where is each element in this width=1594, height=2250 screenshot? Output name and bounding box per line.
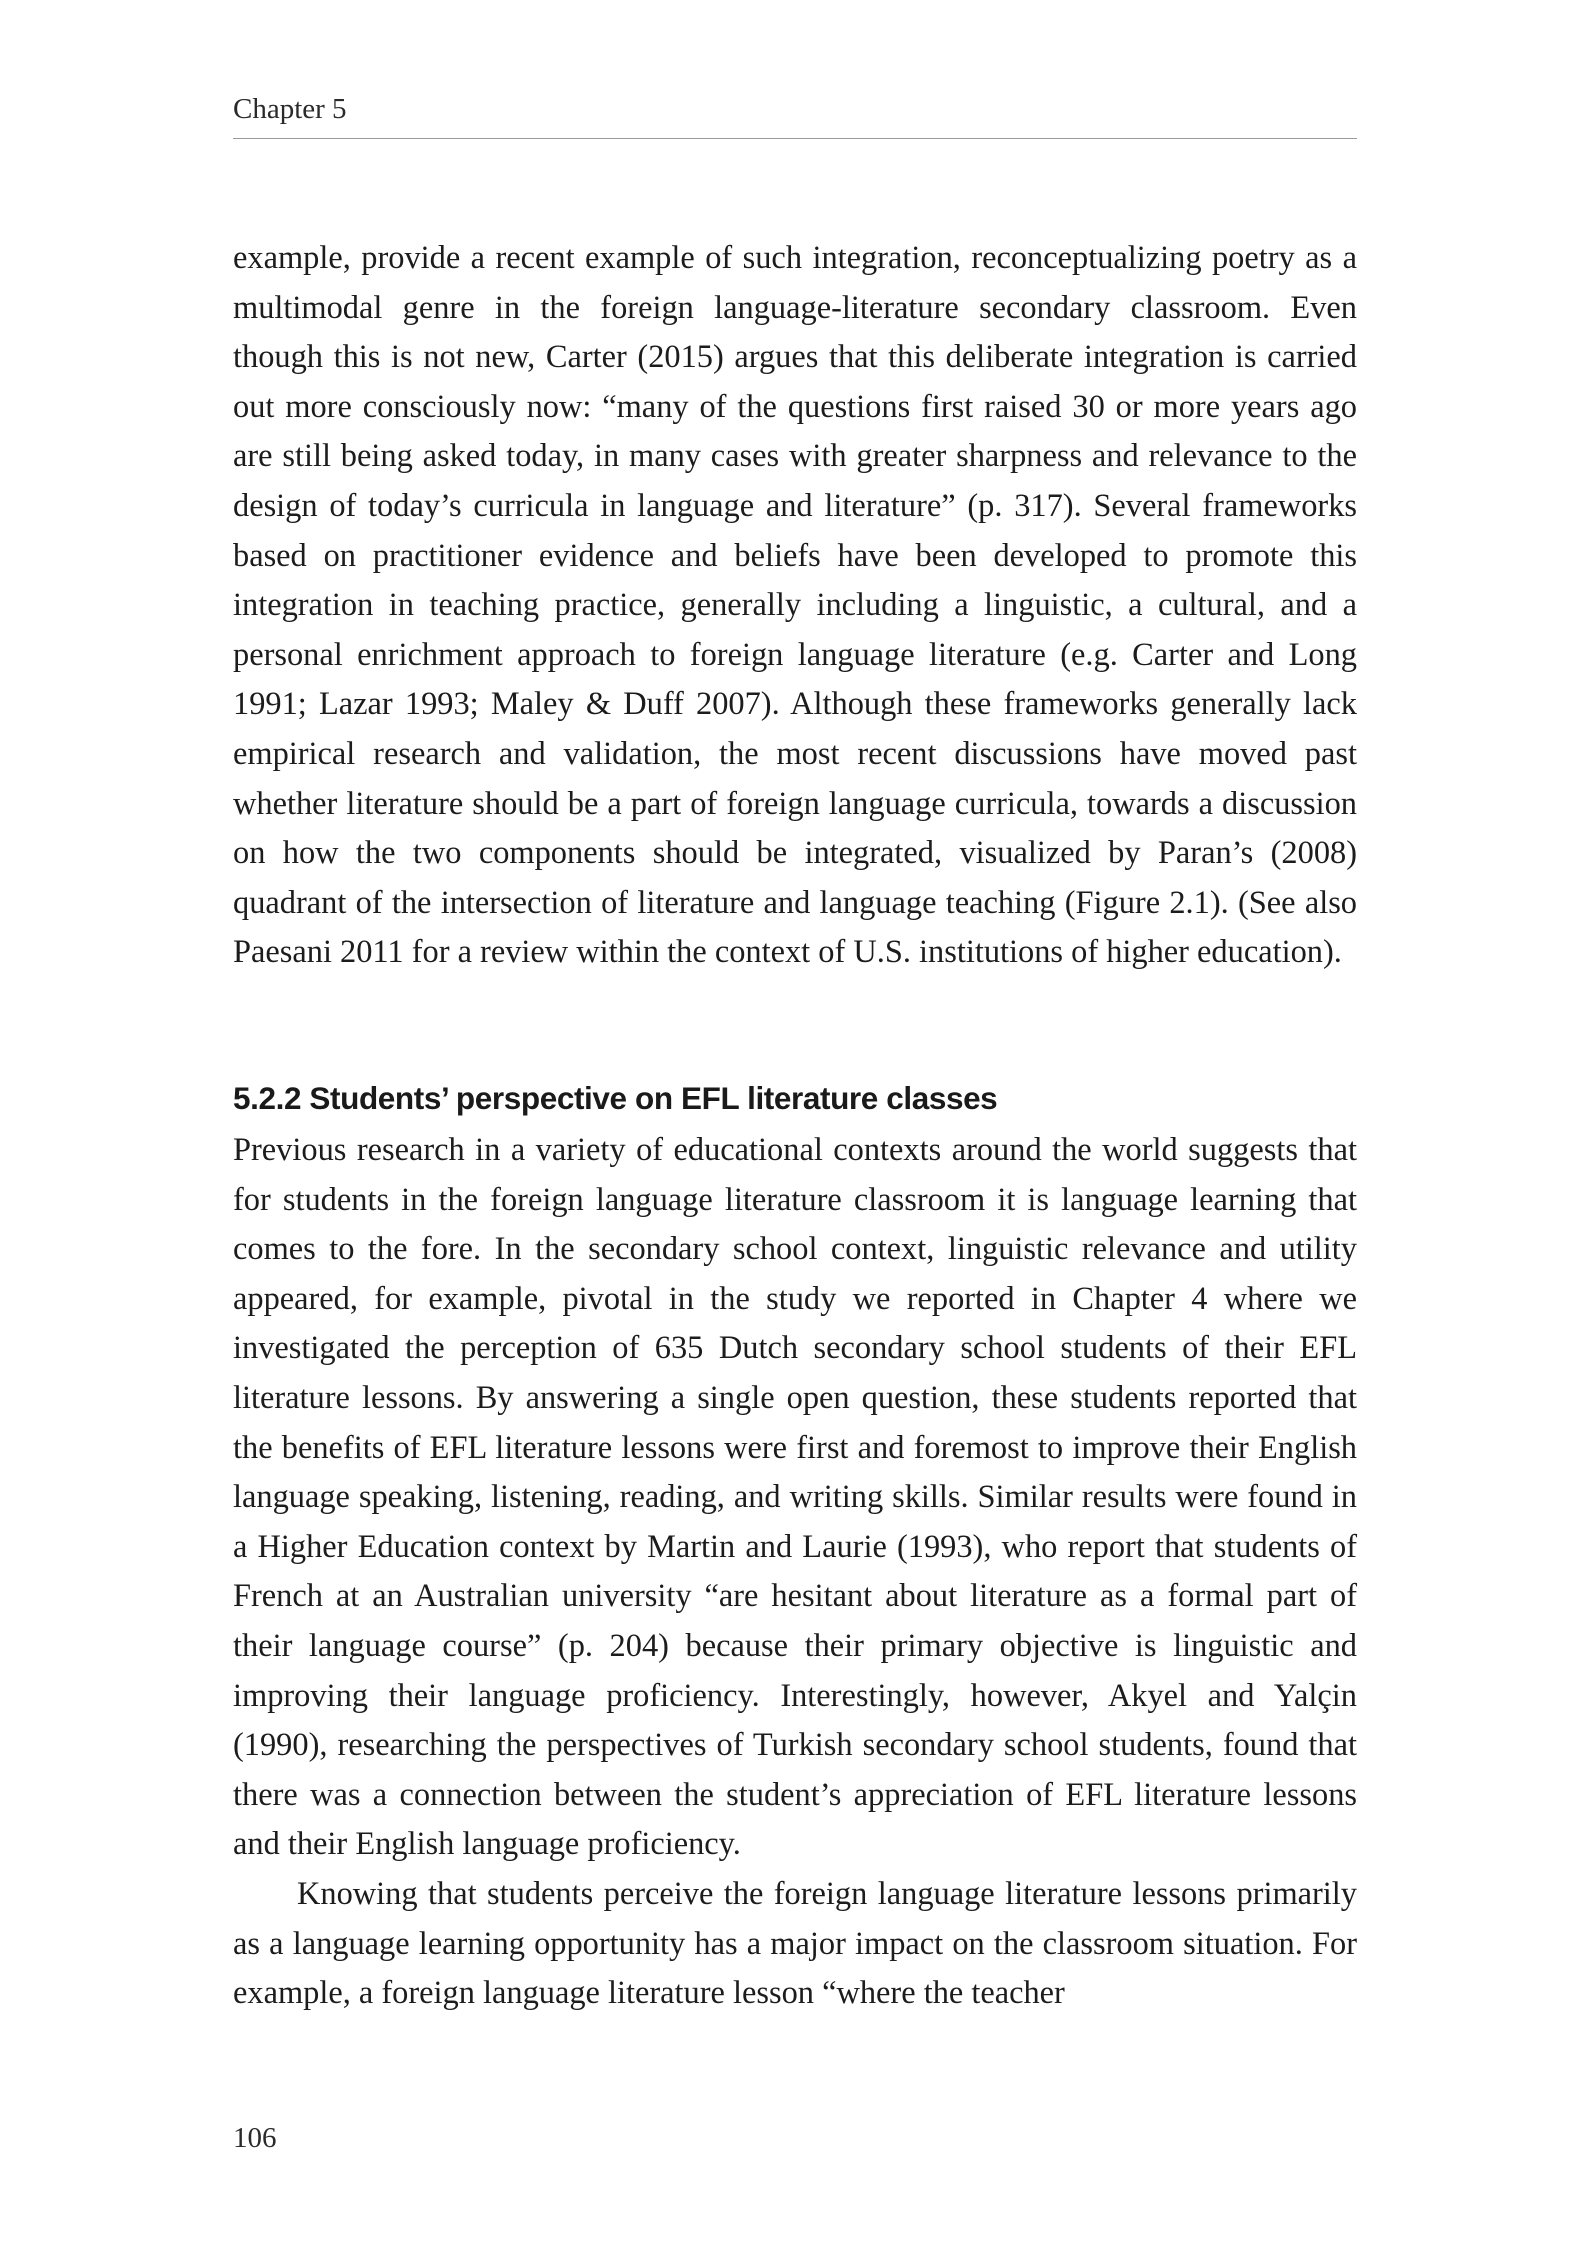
running-header [233, 92, 1357, 139]
page-number: 106 [233, 2122, 277, 2154]
paragraph-2: Previous research in a variety of educational contexts around the world suggests that for students in the foreign language literature classroom it is language learning that comes to the fore. In the secondary school context, linguistic relevance and utility appeared, for example, pivotal in the study we reported in Chapter 4 where we investigated the perception of 635 Dutch secondary school students of their EFL literature lessons. By answering a single open question, these students reported that the benefits of EFL literature lessons were first and foremost to improve their English language speaking, listening, reading, and writing skills. Similar results were found in a Higher Education context by Martin and Laurie (1993), who report that students of French at an Australian university “are hesitant about literature as a formal part of their language course” (p. 204) because their primary objective is linguistic and improving their language proficiency. Interestingly, however, Akyel and Yalçin (1990), researching the perspectives of Turkish secondary school students, found that there was a connection between the student’s appreciation of EFL literature lessons and their English language proficiency. [233, 1132, 1357, 1863]
paragraph-1: example, provide a recent example of such integration, reconceptualizing poetry as a multimodal genre in the foreign language-literature secondary classroom. Even though this is not new, Carter (2015) argues that this deliberate integration is carried out more consciously now: “many of the questions first raised 30 or more years ago are still being asked today, in many cases with greater sharpness and relevance to the design of today’s curricula in language and literature” (p. 317). Several frameworks based on practitioner evidence and beliefs have been developed to promote this integration in teaching practice, generally including a linguistic, a cultural, and a personal enrichment approach to foreign language literature (e.g. Carter and Long 1991; Lazar 1993; Maley & Duff 2007). Although these frameworks generally lack empirical research and validation, the most recent discussions have moved past whether literature should be a part of foreign language curricula, towards a discussion on how the two components should be integrated, visualized by Paran’s (2008) quadrant of the intersection of literature and language teaching (Figure 2.1). (See also Paesani 2011 for a review within the context of U.S. institutions of higher education). [233, 240, 1357, 971]
running-head-title: Chapter 5 [233, 93, 347, 125]
body-block-2 [233, 1126, 1357, 2019]
section-heading: 5.2.2 Students’ perspective on EFL literature classes [233, 1080, 998, 1116]
paragraph-3: Knowing that students perceive the foreign language literature lessons primarily as a language learning opportunity has a major impact on the classroom situation. For example, a foreign language literature lesson “where the teacher [233, 1875, 1357, 2012]
body-block-1 [233, 234, 1357, 978]
